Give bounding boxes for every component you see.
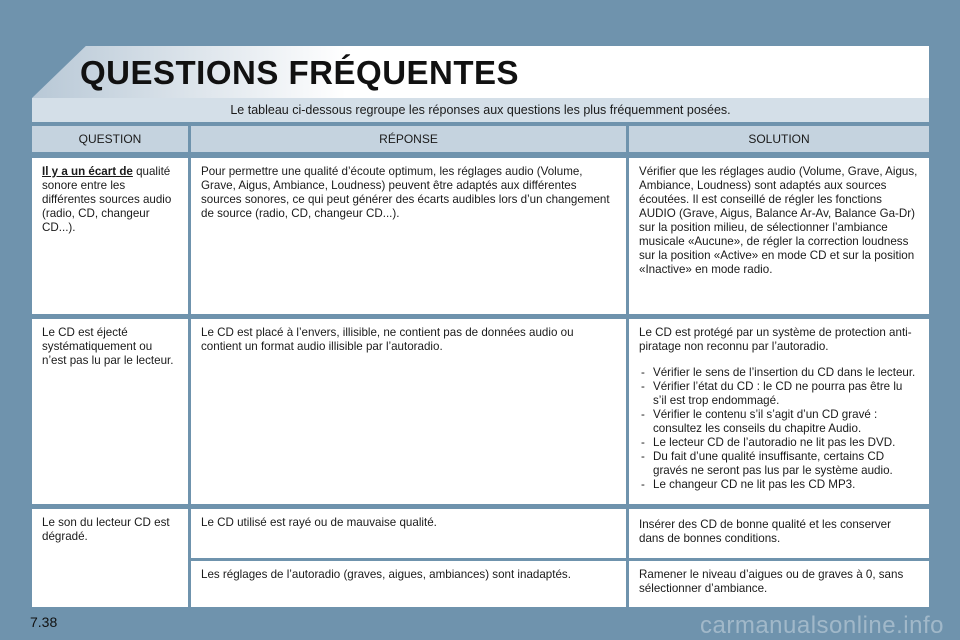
page-title: QUESTIONS FRÉQUENTES (80, 54, 520, 91)
list-item: - Vérifier l’état du CD : le CD ne pourra pas être lu s’il est trop endommagé. (639, 380, 919, 408)
header-question: QUESTION (32, 126, 188, 152)
list-item: - Vérifier le contenu s’il s’agit d’un CD gravé : consultez les conseils du chapitre Audio. (639, 408, 919, 436)
list-item: - Du fait d’une qualité insuffisante, certains CD gravés ne seront pas lus par le système audio. (639, 450, 919, 478)
row2-solution (629, 319, 929, 504)
watermark: carmanualsonline.info (700, 612, 944, 639)
row1-question-lead: Il y a un écart de (42, 165, 133, 178)
row3-question: Le son du lecteur CD est dégradé. (32, 509, 188, 607)
row3-answer-a: Le CD utilisé est rayé ou de mauvaise qualité. (191, 509, 626, 558)
row1-question (32, 158, 188, 314)
row1-solution: Vérifier que les réglages audio (Volume, Grave, Aigus, Ambiance, Loudness) sont adaptés aux sources écoutées. Il est conseillé de régler les fonctions AUDIO (Grave, Aigus, Balance Ar-Av, Balance Ga-Dr) sur la position milieu, de sélectionner l’ambiance musicale «Aucune», de régler la correction loudness sur la position «Active» en mode CD et sur la position «Inactive» en mode radio. (629, 158, 929, 314)
row2-question: Le CD est éjecté systématiquement ou n’est pas lu par le lecteur. (32, 319, 188, 504)
list-item: - Vérifier le sens de l’insertion du CD dans le lecteur. (639, 366, 919, 380)
row2-solution-list (639, 366, 919, 492)
row2-solution-intro: Le CD est protégé par un système de protection anti-piratage non reconnu par l’autoradio. (639, 326, 912, 353)
row1-answer: Pour permettre une qualité d’écoute optimum, les réglages audio (Volume, Grave, Aigus, Ambiance, Loudness) peuvent être adaptés aux différentes sources sonores, ce qui peut générer des écarts audibles lors d’un changement de source (radio, CD, changeur CD...). (191, 158, 626, 314)
row1-question-rest: qualité sonore entre les différentes sources audio (radio, CD, changeur CD...). (42, 165, 172, 234)
row2-answer: Le CD est placé à l’envers, illisible, ne contient pas de données audio ou contient un format audio illisible par l’autoradio. (191, 319, 626, 504)
row3-answer-b: Les réglages de l’autoradio (graves, aigues, ambiances) sont inadaptés. (191, 561, 626, 607)
list-item: - Le changeur CD ne lit pas les CD MP3. (639, 478, 919, 492)
row3-solution-a: Insérer des CD de bonne qualité et les conserver dans de bonnes conditions. (629, 509, 929, 558)
page-number: 7.38 (30, 614, 58, 630)
list-item: - Le lecteur CD de l’autoradio ne lit pas les DVD. (639, 436, 919, 450)
intro-text: Le tableau ci-dessous regroupe les réponses aux questions les plus fréquemment posées. (32, 98, 929, 122)
header-solution: SOLUTION (629, 126, 929, 152)
row3-solution-b: Ramener le niveau d’aigues ou de graves à 0, sans sélectionner d’ambiance. (629, 561, 929, 607)
header-answer: RÉPONSE (191, 126, 626, 152)
